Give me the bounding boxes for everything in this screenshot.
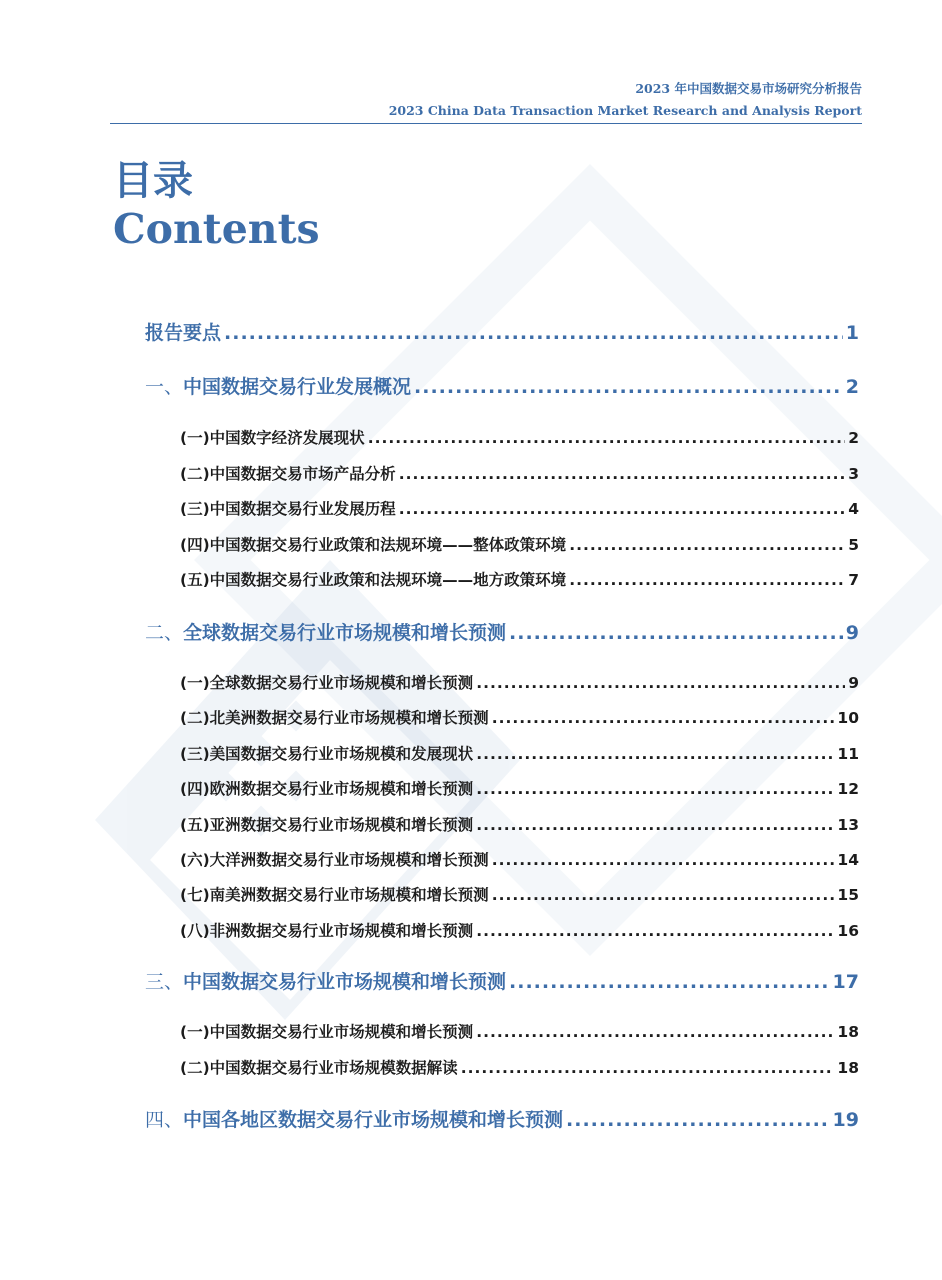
toc-section-number: 四、: [145, 1109, 184, 1131]
toc-subsection-number: (五): [180, 571, 210, 589]
toc-page-number: 9: [845, 622, 859, 644]
toc-label: 全球数据交易行业市场规模和增长预测: [183, 622, 507, 644]
toc-label: 中国数据交易行业市场规模和增长预测: [183, 971, 507, 993]
toc-label: 中国数据交易行业政策和法规环境——地方政策环境: [209, 571, 567, 589]
toc-leader-dots: [368, 429, 846, 447]
toc-subsection[interactable]: [180, 919, 859, 941]
toc-leader-dots: [399, 500, 846, 518]
toc-subsection-number: (五): [180, 816, 210, 834]
toc-section-4[interactable]: [145, 1105, 859, 1132]
toc-subsection[interactable]: [180, 671, 859, 693]
toc-entry-summary[interactable]: [145, 318, 859, 345]
toc-page-number: 5: [848, 536, 859, 554]
toc-leader-dots: [224, 322, 843, 344]
toc-subsection-number: (一): [180, 429, 210, 447]
toc-leader-dots: [566, 1109, 830, 1131]
toc-label: 报告要点: [145, 322, 222, 344]
toc-page-number: 11: [837, 745, 859, 763]
toc-section-1[interactable]: [145, 372, 859, 399]
toc-label: 中国数据交易行业市场规模和增长预测: [209, 1023, 474, 1041]
toc-page-number: 7: [848, 571, 859, 589]
page-title-cn: 目录: [113, 158, 193, 204]
toc-page-number: 12: [837, 780, 859, 798]
toc-page-number: 2: [845, 376, 859, 398]
toc-leader-dots: [414, 376, 843, 398]
toc-subsection-number: (一): [180, 674, 210, 692]
toc-leader-dots: [476, 674, 845, 692]
toc-subsection[interactable]: [180, 533, 859, 555]
toc-label: 大洋洲数据交易行业市场规模和增长预测: [209, 851, 489, 869]
toc-subsection[interactable]: [180, 497, 859, 519]
toc-subsection[interactable]: [180, 568, 859, 590]
toc-leader-dots: [476, 745, 834, 763]
toc-leader-dots: [461, 1059, 835, 1077]
toc-label: 南美洲数据交易行业市场规模和增长预测: [209, 886, 489, 904]
toc-section-number: 三、: [145, 971, 184, 993]
toc-leader-dots: [492, 851, 835, 869]
toc-leader-dots: [476, 816, 834, 834]
toc-label: 中国数据交易行业市场规模数据解读: [209, 1059, 458, 1077]
toc-section-number: 一、: [145, 376, 184, 398]
toc-subsection[interactable]: [180, 1056, 859, 1078]
toc-subsection[interactable]: [180, 883, 859, 905]
toc-subsection-number: (八): [180, 922, 210, 940]
toc-page-number: 13: [837, 816, 859, 834]
toc-page-number: 15: [837, 886, 859, 904]
toc-leader-dots: [476, 922, 834, 940]
header-divider: [110, 123, 862, 124]
toc-leader-dots: [509, 622, 843, 644]
toc-label: 全球数据交易行业市场规模和增长预测: [209, 674, 474, 692]
toc-section-3[interactable]: [145, 967, 859, 994]
toc-page-number: 2: [848, 429, 859, 447]
toc-subsection-number: (六): [180, 851, 210, 869]
toc-page-number: 18: [837, 1059, 859, 1077]
header-title-cn: 2023 年中国数据交易市场研究分析报告: [635, 81, 862, 96]
toc-page-number: 14: [837, 851, 859, 869]
toc-label: 中国数据交易行业政策和法规环境——整体政策环境: [209, 536, 567, 554]
toc-subsection-number: (四): [180, 780, 210, 798]
toc-page-number: 19: [832, 1109, 859, 1131]
toc-label: 中国数据交易行业发展历程: [209, 500, 396, 518]
toc-subsection[interactable]: [180, 706, 859, 728]
toc-label: 美国数据交易行业市场规模和发展现状: [209, 745, 474, 763]
header-title-en: 2023 China Data Transaction Market Research and Analysis Report: [388, 103, 862, 118]
toc-subsection[interactable]: [180, 848, 859, 870]
toc-leader-dots: [476, 780, 834, 798]
toc-label: 中国各地区数据交易行业市场规模和增长预测: [183, 1109, 564, 1131]
toc-subsection[interactable]: [180, 813, 859, 835]
toc-subsection[interactable]: [180, 462, 859, 484]
toc-subsection-number: (二): [180, 1059, 210, 1077]
toc-leader-dots: [509, 971, 830, 993]
toc-leader-dots: [569, 571, 845, 589]
toc-page-number: 1: [845, 322, 859, 344]
toc-subsection[interactable]: [180, 777, 859, 799]
page-title-en: Contents: [113, 205, 320, 253]
toc-leader-dots: [569, 536, 845, 554]
toc-label: 欧洲数据交易行业市场规模和增长预测: [209, 780, 474, 798]
toc-subsection[interactable]: [180, 1020, 859, 1042]
toc-page-number: 9: [848, 674, 859, 692]
toc-leader-dots: [399, 465, 846, 483]
toc-page-number: 17: [832, 971, 859, 993]
toc-subsection-number: (四): [180, 536, 210, 554]
toc-section-2[interactable]: [145, 618, 859, 645]
toc-leader-dots: [492, 886, 835, 904]
toc-subsection[interactable]: [180, 742, 859, 764]
toc-subsection-number: (二): [180, 465, 210, 483]
toc-leader-dots: [476, 1023, 834, 1041]
toc-subsection-number: (三): [180, 500, 210, 518]
toc-page-number: 10: [837, 709, 859, 727]
toc-subsection-number: (三): [180, 745, 210, 763]
toc-subsection[interactable]: [180, 426, 859, 448]
toc-subsection-number: (二): [180, 709, 210, 727]
toc-label: 中国数据交易行业发展概况: [183, 376, 412, 398]
report-header: [389, 78, 862, 122]
toc-page-number: 16: [837, 922, 859, 940]
toc-label: 非洲数据交易行业市场规模和增长预测: [209, 922, 474, 940]
toc-leader-dots: [492, 709, 835, 727]
toc-section-number: 二、: [145, 622, 184, 644]
toc-label: 北美洲数据交易行业市场规模和增长预测: [209, 709, 489, 727]
toc-subsection-number: (七): [180, 886, 210, 904]
toc-page-number: 3: [848, 465, 859, 483]
toc-page-number: 18: [837, 1023, 859, 1041]
toc-label: 中国数字经济发展现状: [209, 429, 365, 447]
toc-subsection-number: (一): [180, 1023, 210, 1041]
toc-label: 亚洲数据交易行业市场规模和增长预测: [209, 816, 474, 834]
toc-label: 中国数据交易市场产品分析: [209, 465, 396, 483]
toc-page-number: 4: [848, 500, 859, 518]
